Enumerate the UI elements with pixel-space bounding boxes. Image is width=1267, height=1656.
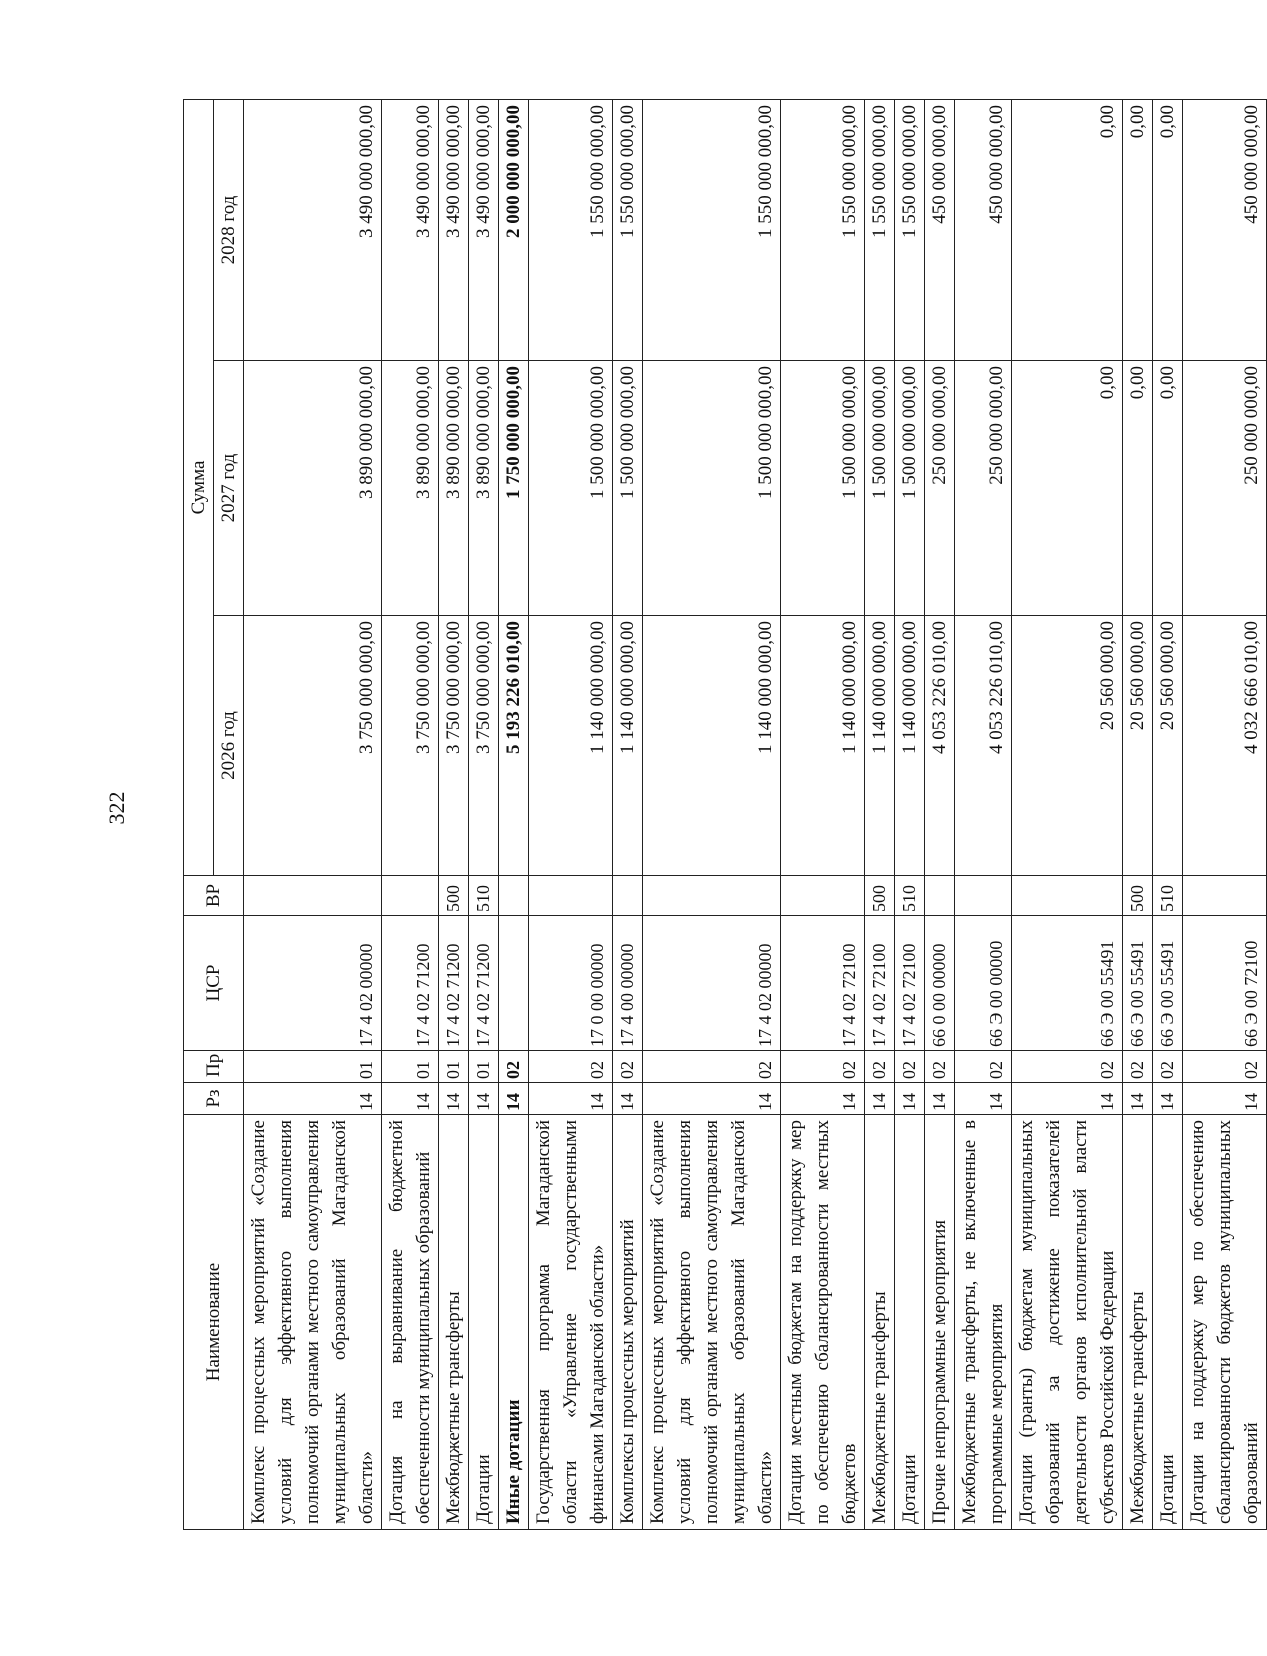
row-name: Иные дотации	[499, 1115, 529, 1530]
row-name: Дотации местным бюджетам на поддержку мер по обеспечению сбалансированности местных бюджетов	[781, 1115, 865, 1530]
row-sum-2026: 1 140 000 000,00	[643, 616, 781, 876]
table-row	[955, 99, 1012, 1529]
row-vr: 500	[865, 876, 895, 916]
table-row	[529, 99, 613, 1529]
row-csr: 66 Э 00 00000	[955, 916, 1012, 1051]
budget-table-container	[183, 100, 1262, 1530]
row-sum-2027: 0,00	[1153, 361, 1183, 616]
row-sum-2026: 1 140 000 000,00	[865, 616, 895, 876]
row-sum-2027: 0,00	[1123, 361, 1153, 616]
row-sum-2028: 0,00	[1012, 99, 1123, 360]
row-sum-2027: 0,00	[1012, 361, 1123, 616]
header-year-2026: 2026 год	[214, 616, 244, 876]
row-pr: 02	[865, 1051, 895, 1083]
table-row	[439, 99, 469, 1529]
header-csr: ЦСР	[184, 916, 244, 1051]
row-vr: 500	[1123, 876, 1153, 916]
row-pr: 02	[1183, 1051, 1267, 1083]
table-row	[925, 99, 955, 1529]
row-name: Дотации (гранты) бюджетам муниципальных образований за достижение показателей деятельности органов исполнительной власти субъектов Российской Федерации	[1012, 1115, 1123, 1530]
row-pr: 02	[613, 1051, 643, 1083]
table-row	[895, 99, 925, 1529]
row-csr: 17 4 02 71200	[469, 916, 499, 1051]
row-rz: 14	[955, 1083, 1012, 1115]
row-rz: 14	[382, 1083, 439, 1115]
row-rz: 14	[1123, 1083, 1153, 1115]
header-sum: Сумма	[184, 99, 214, 875]
row-sum-2028: 1 550 000 000,00	[781, 99, 865, 360]
row-sum-2028: 1 550 000 000,00	[895, 99, 925, 360]
row-sum-2027: 1 500 000 000,00	[613, 361, 643, 616]
row-sum-2028: 1 550 000 000,00	[613, 99, 643, 360]
table-row	[1183, 99, 1267, 1529]
header-rz: Рз	[184, 1083, 244, 1115]
row-rz: 14	[439, 1083, 469, 1115]
row-csr: 66 0 00 00000	[925, 916, 955, 1051]
row-csr: 17 4 02 72100	[781, 916, 865, 1051]
row-sum-2028: 450 000 000,00	[925, 99, 955, 360]
row-vr: 500	[439, 876, 469, 916]
row-name: Дотации	[469, 1115, 499, 1530]
row-pr: 02	[1153, 1051, 1183, 1083]
row-csr: 17 4 02 71200	[382, 916, 439, 1051]
row-csr: 66 Э 00 55491	[1012, 916, 1123, 1051]
table-row	[1153, 99, 1183, 1529]
row-pr: 01	[439, 1051, 469, 1083]
row-vr	[781, 876, 865, 916]
row-vr	[529, 876, 613, 916]
row-sum-2026: 20 560 000,00	[1153, 616, 1183, 876]
row-vr	[643, 876, 781, 916]
row-vr	[499, 876, 529, 916]
budget-table	[183, 99, 1267, 1530]
row-sum-2026: 4 032 666 010,00	[1183, 616, 1267, 876]
row-csr: 17 0 00 00000	[529, 916, 613, 1051]
row-name: Межбюджетные трансферты	[1123, 1115, 1153, 1530]
header-name: Наименование	[184, 1115, 244, 1530]
page-number: 322	[104, 791, 129, 825]
row-sum-2026: 3 750 000 000,00	[382, 616, 439, 876]
row-name: Дотация на выравнивание бюджетной обеспеченности муниципальных образований	[382, 1115, 439, 1530]
row-sum-2026: 3 750 000 000,00	[439, 616, 469, 876]
row-csr	[499, 916, 529, 1051]
row-sum-2028: 1 550 000 000,00	[865, 99, 895, 360]
row-sum-2027: 3 890 000 000,00	[382, 361, 439, 616]
row-pr: 02	[1123, 1051, 1153, 1083]
row-vr	[1183, 876, 1267, 916]
row-rz: 14	[499, 1083, 529, 1115]
row-pr: 02	[955, 1051, 1012, 1083]
row-rz: 14	[643, 1083, 781, 1115]
row-sum-2027: 250 000 000,00	[1183, 361, 1267, 616]
row-csr: 17 4 02 72100	[865, 916, 895, 1051]
table-row	[781, 99, 865, 1529]
row-sum-2028: 450 000 000,00	[1183, 99, 1267, 360]
row-sum-2028: 0,00	[1153, 99, 1183, 360]
row-sum-2028: 3 490 000 000,00	[439, 99, 469, 360]
table-row	[244, 99, 382, 1529]
row-rz: 14	[469, 1083, 499, 1115]
row-vr	[925, 876, 955, 916]
table-row	[865, 99, 895, 1529]
table-row	[382, 99, 439, 1529]
row-rz: 14	[1012, 1083, 1123, 1115]
row-pr: 02	[895, 1051, 925, 1083]
row-vr	[382, 876, 439, 916]
row-rz: 14	[244, 1083, 382, 1115]
row-vr	[244, 876, 382, 916]
row-sum-2026: 1 140 000 000,00	[529, 616, 613, 876]
row-sum-2026: 4 053 226 010,00	[955, 616, 1012, 876]
row-sum-2027: 1 500 000 000,00	[895, 361, 925, 616]
row-sum-2027: 3 890 000 000,00	[439, 361, 469, 616]
row-rz: 14	[781, 1083, 865, 1115]
row-name: Комплекс процессных мероприятий «Создание условий для эффективного выполнения полномочий органами местного самоуправления муниципальных образований Магаданской области»	[643, 1115, 781, 1530]
row-sum-2027: 1 500 000 000,00	[781, 361, 865, 616]
row-pr: 02	[499, 1051, 529, 1083]
row-sum-2027: 1 750 000 000,00	[499, 361, 529, 616]
row-name: Государственная программа Магаданской области «Управление государственными финансами Магаданской области»	[529, 1115, 613, 1530]
table-row	[469, 99, 499, 1529]
row-pr: 02	[1012, 1051, 1123, 1083]
row-vr: 510	[895, 876, 925, 916]
row-name: Межбюджетные трансферты, не включенные в программные мероприятия	[955, 1115, 1012, 1530]
row-sum-2027: 1 500 000 000,00	[529, 361, 613, 616]
row-name: Дотации	[895, 1115, 925, 1530]
header-row-1	[184, 99, 214, 1529]
row-sum-2027: 250 000 000,00	[925, 361, 955, 616]
row-sum-2028: 3 490 000 000,00	[469, 99, 499, 360]
row-pr: 01	[244, 1051, 382, 1083]
row-rz: 14	[895, 1083, 925, 1115]
row-sum-2027: 3 890 000 000,00	[469, 361, 499, 616]
header-pr: Пр	[184, 1051, 244, 1083]
row-sum-2028: 3 490 000 000,00	[244, 99, 382, 360]
row-sum-2027: 1 500 000 000,00	[865, 361, 895, 616]
row-vr	[1012, 876, 1123, 916]
row-rz: 14	[613, 1083, 643, 1115]
row-sum-2028: 450 000 000,00	[955, 99, 1012, 360]
row-pr: 01	[469, 1051, 499, 1083]
row-name: Межбюджетные трансферты	[439, 1115, 469, 1530]
header-vr: ВР	[184, 876, 244, 916]
row-sum-2028: 1 550 000 000,00	[529, 99, 613, 360]
row-csr: 17 4 02 00000	[643, 916, 781, 1051]
row-vr: 510	[1153, 876, 1183, 916]
row-sum-2026: 3 750 000 000,00	[244, 616, 382, 876]
row-vr: 510	[469, 876, 499, 916]
row-sum-2026: 20 560 000,00	[1123, 616, 1153, 876]
table-row	[613, 99, 643, 1529]
row-csr: 66 Э 00 55491	[1123, 916, 1153, 1051]
row-rz: 14	[1183, 1083, 1267, 1115]
row-rz: 14	[925, 1083, 955, 1115]
table-row	[1012, 99, 1123, 1529]
row-sum-2028: 3 490 000 000,00	[382, 99, 439, 360]
row-csr: 17 4 00 00000	[613, 916, 643, 1051]
row-sum-2026: 4 053 226 010,00	[925, 616, 955, 876]
row-csr: 66 Э 00 55491	[1153, 916, 1183, 1051]
row-csr: 17 4 02 72100	[895, 916, 925, 1051]
row-name: Дотации на поддержку мер по обеспечению сбалансированности бюджетов муниципальных образований	[1183, 1115, 1267, 1530]
row-sum-2028: 0,00	[1123, 99, 1153, 360]
row-sum-2028: 1 550 000 000,00	[643, 99, 781, 360]
row-rz: 14	[1153, 1083, 1183, 1115]
row-sum-2026: 1 140 000 000,00	[895, 616, 925, 876]
row-csr: 17 4 02 71200	[439, 916, 469, 1051]
table-body	[244, 99, 1267, 1529]
row-name: Прочие непрограммные мероприятия	[925, 1115, 955, 1530]
row-csr: 17 4 02 00000	[244, 916, 382, 1051]
row-pr: 02	[643, 1051, 781, 1083]
row-pr: 02	[529, 1051, 613, 1083]
row-name: Дотации	[1153, 1115, 1183, 1530]
row-name: Комплексы процессных мероприятий	[613, 1115, 643, 1530]
table-row	[1123, 99, 1153, 1529]
row-name: Межбюджетные трансферты	[865, 1115, 895, 1530]
row-rz: 14	[865, 1083, 895, 1115]
row-pr: 01	[382, 1051, 439, 1083]
row-sum-2027: 3 890 000 000,00	[244, 361, 382, 616]
row-sum-2026: 1 140 000 000,00	[613, 616, 643, 876]
row-pr: 02	[781, 1051, 865, 1083]
row-sum-2026: 20 560 000,00	[1012, 616, 1123, 876]
header-year-2027: 2027 год	[214, 361, 244, 616]
table-row	[499, 99, 529, 1529]
row-sum-2027: 1 500 000 000,00	[643, 361, 781, 616]
row-name: Комплекс процессных мероприятий «Создание условий для эффективного выполнения полномочий органами местного самоуправления муниципальных образований Магаданской области»	[244, 1115, 382, 1530]
row-sum-2026: 1 140 000 000,00	[781, 616, 865, 876]
row-pr: 02	[925, 1051, 955, 1083]
row-sum-2026: 3 750 000 000,00	[469, 616, 499, 876]
row-vr	[955, 876, 1012, 916]
row-sum-2026: 5 193 226 010,00	[499, 616, 529, 876]
row-csr: 66 Э 00 72100	[1183, 916, 1267, 1051]
table-row	[643, 99, 781, 1529]
row-vr	[613, 876, 643, 916]
row-sum-2027: 250 000 000,00	[955, 361, 1012, 616]
header-year-2028: 2028 год	[214, 99, 244, 360]
row-rz: 14	[529, 1083, 613, 1115]
row-sum-2028: 2 000 000 000,00	[499, 99, 529, 360]
